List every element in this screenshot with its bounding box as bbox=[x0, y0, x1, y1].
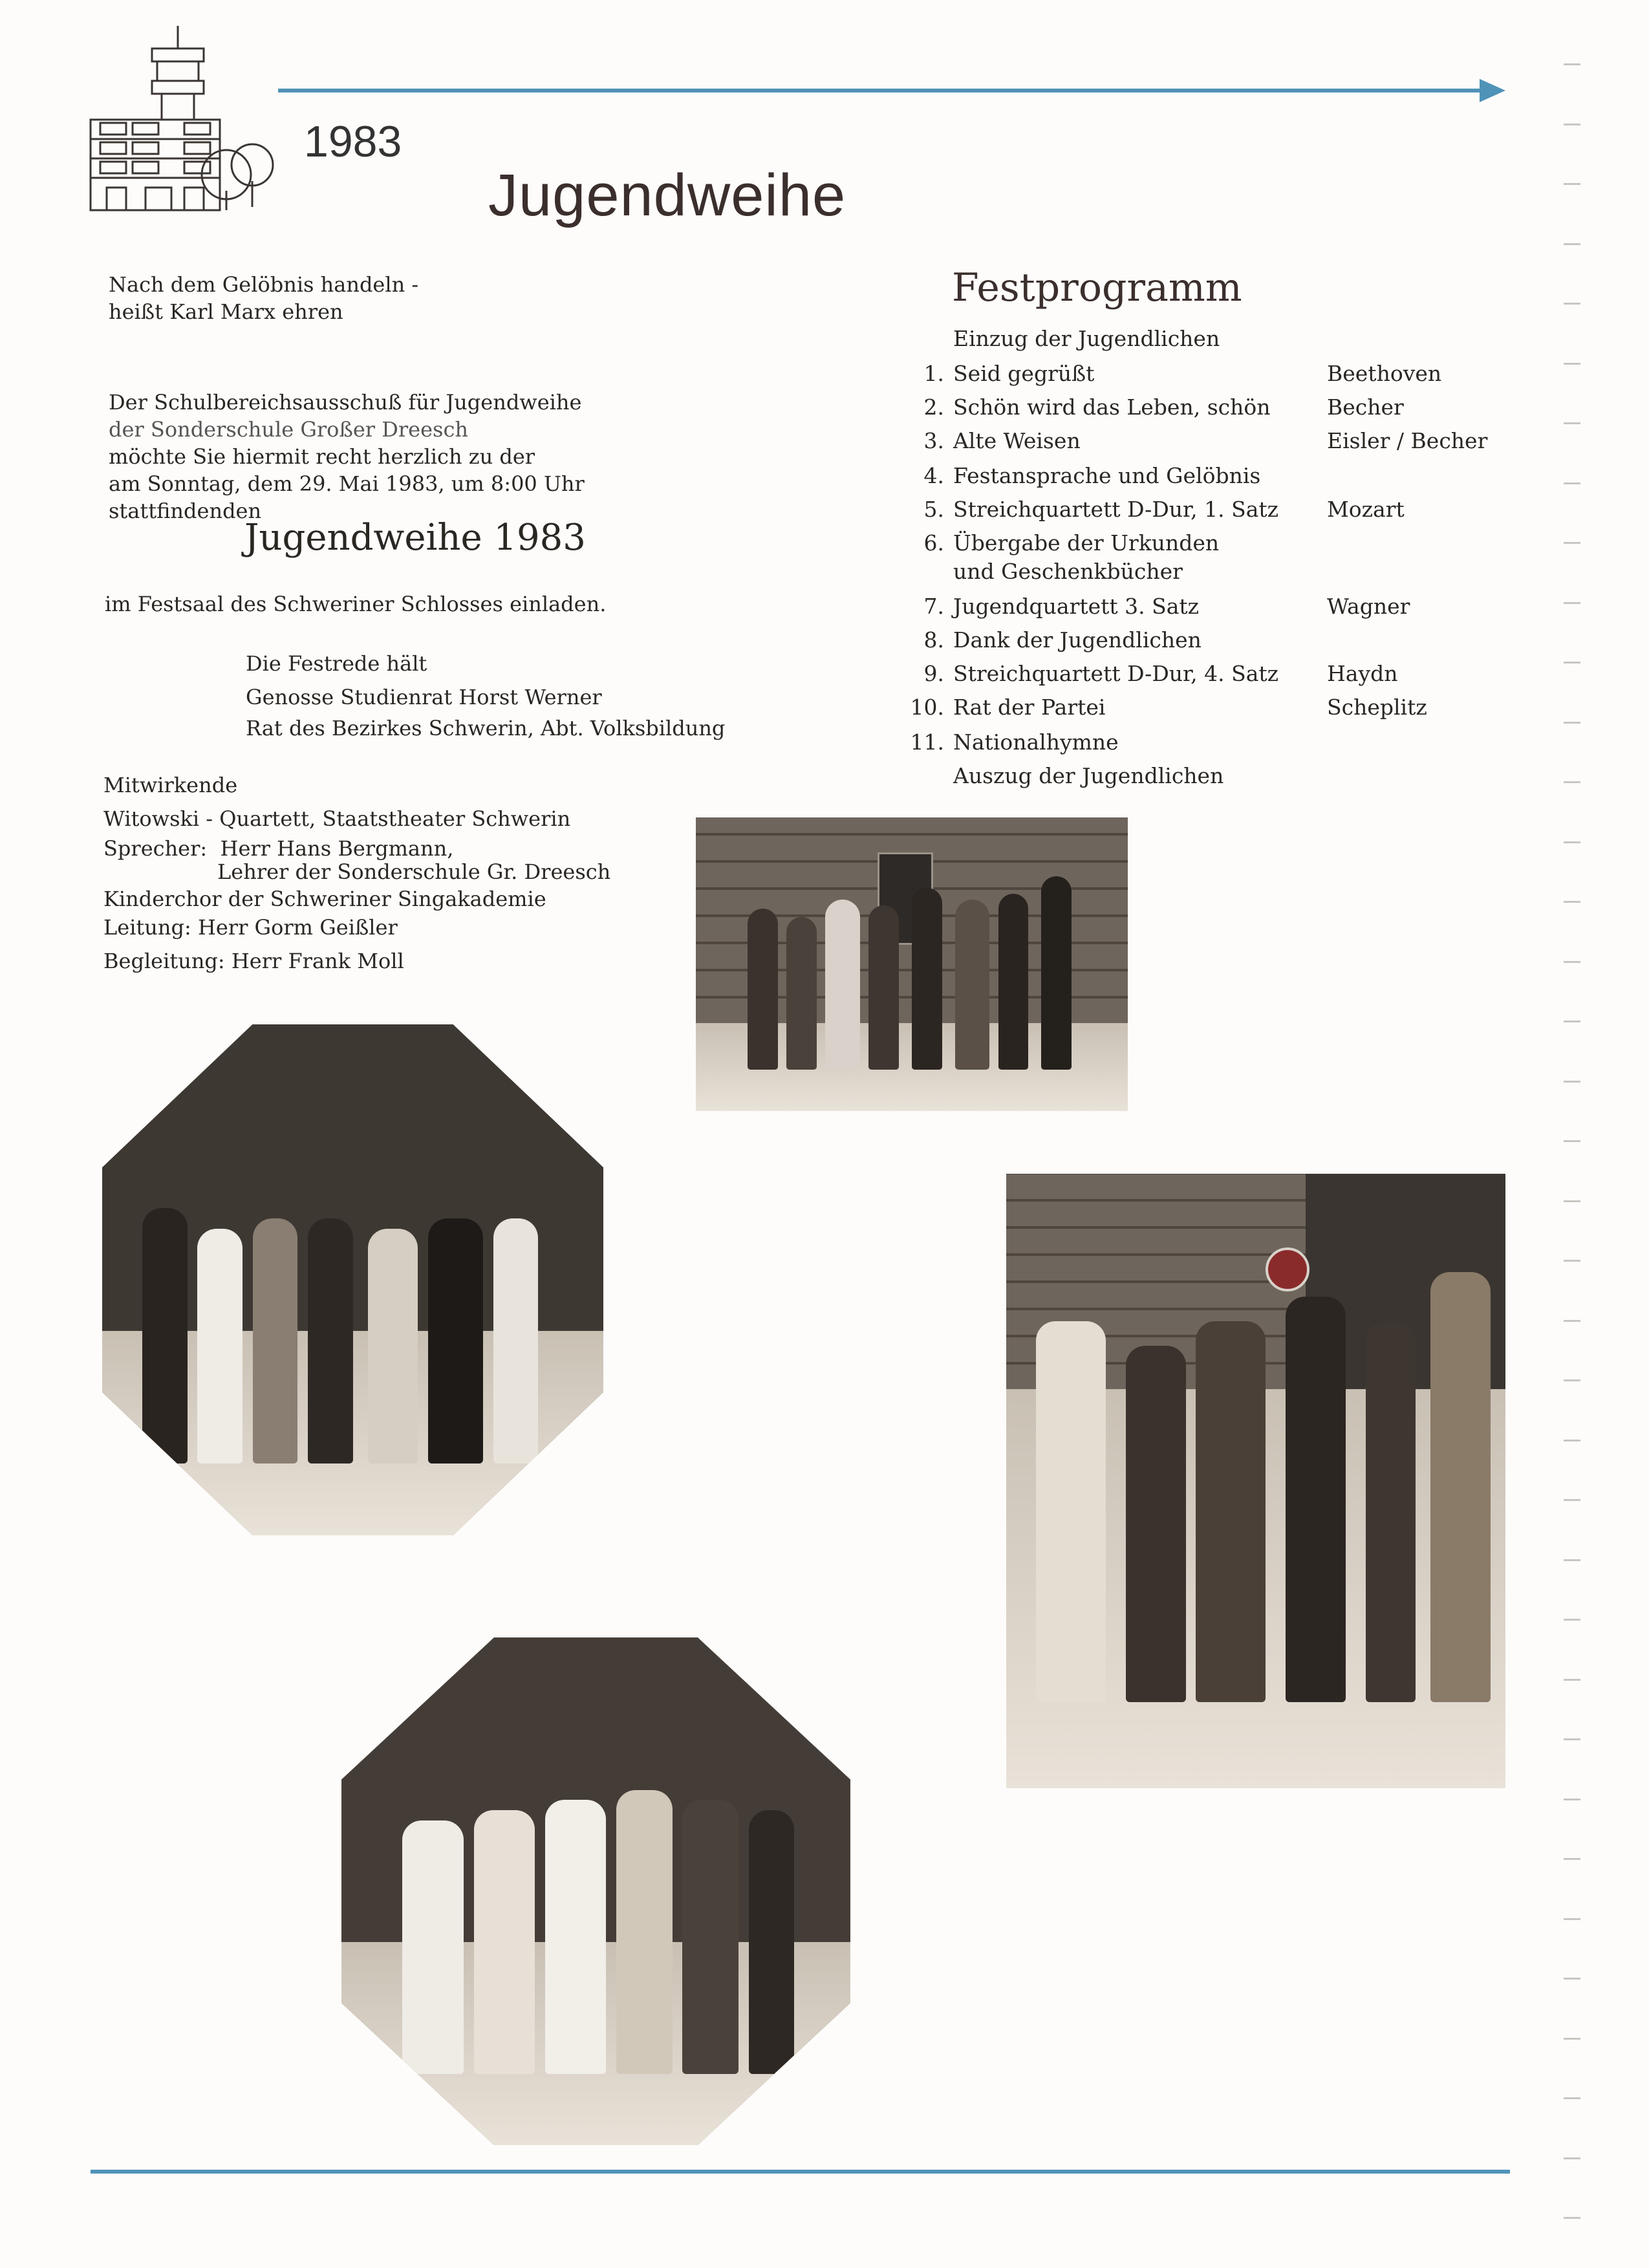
program-item-title: Nationalhymne bbox=[953, 729, 1119, 755]
program-item-title: Schön wird das Leben, schön bbox=[953, 394, 1271, 420]
invitation-line: im Festsaal des Schweriner Schlosses einladen. bbox=[105, 592, 607, 616]
program-item-title: Jugendquartett 3. Satz bbox=[953, 594, 1200, 619]
program-item-composer: Beethoven bbox=[1327, 361, 1442, 386]
participant-line: Leitung: Herr Gorm Geißler bbox=[103, 915, 398, 940]
binder-tick bbox=[1564, 1619, 1580, 1621]
program-item-number: 3. bbox=[923, 428, 944, 453]
binder-tick bbox=[1564, 243, 1580, 245]
binder-tick bbox=[1564, 1081, 1580, 1083]
program-item-title: Dank der Jugendlichen bbox=[953, 627, 1202, 653]
arrow-right-icon bbox=[1480, 79, 1505, 102]
speech-line: Rat des Bezirkes Schwerin, Abt. Volksbildung bbox=[246, 716, 726, 740]
top-divider bbox=[278, 89, 1487, 92]
program-item-composer: Scheplitz bbox=[1327, 695, 1427, 720]
header-year: 1983 bbox=[304, 117, 402, 166]
participant-line: Lehrer der Sonderschule Gr. Dreesch bbox=[217, 859, 611, 884]
program-heading: Festprogramm bbox=[952, 265, 1242, 310]
program-item-composer: Eisler / Becher bbox=[1327, 428, 1488, 453]
binder-tick bbox=[1564, 1379, 1580, 1381]
program-item-composer: Haydn bbox=[1327, 661, 1398, 686]
binder-tick bbox=[1564, 183, 1580, 185]
speech-line: Genosse Studienrat Horst Werner bbox=[246, 685, 602, 709]
program-item-number: 4. bbox=[923, 463, 944, 488]
binder-tick bbox=[1564, 1021, 1580, 1022]
motto-line: heißt Karl Marx ehren bbox=[109, 299, 343, 324]
program-item-title: Übergabe der Urkunden bbox=[953, 530, 1220, 556]
program-item-composer: Becher bbox=[1327, 394, 1404, 420]
binder-tick bbox=[1564, 422, 1580, 424]
binder-tick bbox=[1564, 2038, 1580, 2040]
program-item-number: 9. bbox=[923, 661, 944, 686]
binder-tick bbox=[1564, 1798, 1580, 1800]
program-item-number: 8. bbox=[923, 627, 944, 653]
binder-tick bbox=[1564, 1559, 1580, 1561]
photo-crowd-street bbox=[1006, 1174, 1505, 1788]
binder-tick bbox=[1564, 901, 1580, 903]
program-item-number: 5. bbox=[923, 497, 944, 522]
program-item-number: 1. bbox=[923, 361, 944, 386]
invitation-line: der Sonderschule Großer Dreesch bbox=[109, 417, 468, 442]
invitation-line: stattfindenden bbox=[109, 499, 262, 523]
binder-tick bbox=[1564, 1738, 1580, 1740]
program-item-title: Seid gegrüßt bbox=[953, 361, 1095, 386]
binder-tick bbox=[1564, 303, 1580, 305]
binder-tick bbox=[1564, 124, 1580, 125]
binder-tick bbox=[1564, 2217, 1580, 2219]
program-item-number: 6. bbox=[923, 530, 944, 556]
photo-group-outdoor bbox=[696, 817, 1128, 1111]
program-item-number: 7. bbox=[923, 594, 944, 619]
program-outro: Auszug der Jugendlichen bbox=[953, 763, 1224, 788]
binder-tick bbox=[1564, 482, 1580, 484]
binder-tick bbox=[1564, 602, 1580, 604]
program-item-title: Streichquartett D-Dur, 1. Satz bbox=[953, 497, 1279, 522]
program-item-number: 11. bbox=[910, 729, 944, 755]
invitation-line: Der Schulbereichsausschuß für Jugendweihe bbox=[109, 390, 582, 415]
photo-group-portrait-1 bbox=[102, 1024, 603, 1535]
program-item-title: Festansprache und Gelöbnis bbox=[953, 463, 1261, 488]
binder-tick bbox=[1564, 961, 1580, 963]
binder-tick bbox=[1564, 1260, 1580, 1262]
binder-tick bbox=[1564, 662, 1580, 664]
speech-line: Die Festrede hält bbox=[246, 651, 427, 676]
program-item-number: 2. bbox=[923, 394, 944, 420]
participants-heading: Mitwirkende bbox=[103, 773, 238, 797]
program-item-title: Alte Weisen bbox=[953, 428, 1081, 453]
program-item-number: 10. bbox=[910, 695, 944, 720]
binder-tick bbox=[1564, 2097, 1580, 2099]
participant-line: Kinderchor der Schweriner Singakademie bbox=[103, 887, 546, 911]
participant-line: Sprecher: Herr Hans Bergmann, bbox=[103, 836, 454, 861]
binder-tick bbox=[1564, 1140, 1580, 1142]
binder-tick bbox=[1564, 722, 1580, 724]
binder-tick bbox=[1564, 63, 1580, 65]
invitation-line: am Sonntag, dem 29. Mai 1983, um 8:00 Uhr bbox=[109, 471, 585, 496]
binder-tick bbox=[1564, 1858, 1580, 1860]
binder-tick bbox=[1564, 1200, 1580, 1202]
binder-tick bbox=[1564, 1918, 1580, 1920]
participant-line: Witowski - Quartett, Staatstheater Schwerin bbox=[103, 806, 571, 831]
program-item-title: Rat der Partei bbox=[953, 695, 1106, 720]
binder-tick bbox=[1564, 841, 1580, 843]
program-intro: Einzug der Jugendlichen bbox=[953, 326, 1220, 351]
binder-tick bbox=[1564, 1440, 1580, 1442]
motto-line: Nach dem Gelöbnis handeln - bbox=[109, 272, 419, 297]
bottom-divider bbox=[91, 2170, 1510, 2174]
binder-tick bbox=[1564, 1320, 1580, 1322]
binder-tick bbox=[1564, 1679, 1580, 1681]
binder-tick bbox=[1564, 781, 1580, 783]
program-item-title-continued: und Geschenkbücher bbox=[953, 559, 1183, 584]
binder-tick bbox=[1564, 542, 1580, 544]
binder-tick bbox=[1564, 1499, 1580, 1501]
photo-group-portrait-2 bbox=[341, 1637, 850, 2145]
program-item-title: Streichquartett D-Dur, 4. Satz bbox=[953, 661, 1279, 686]
event-title: Jugendweihe 1983 bbox=[244, 517, 586, 559]
binder-tick bbox=[1564, 2157, 1580, 2159]
binder-tick bbox=[1564, 1978, 1580, 1980]
invitation-line: möchte Sie hiermit recht herzlich zu der bbox=[109, 444, 535, 469]
program-item-composer: Wagner bbox=[1327, 594, 1410, 619]
program-item-composer: Mozart bbox=[1327, 497, 1405, 522]
page-title: Jugendweihe bbox=[488, 162, 846, 228]
school-logo-icon bbox=[87, 23, 275, 223]
participant-line: Begleitung: Herr Frank Moll bbox=[103, 949, 404, 973]
binder-tick bbox=[1564, 363, 1580, 365]
